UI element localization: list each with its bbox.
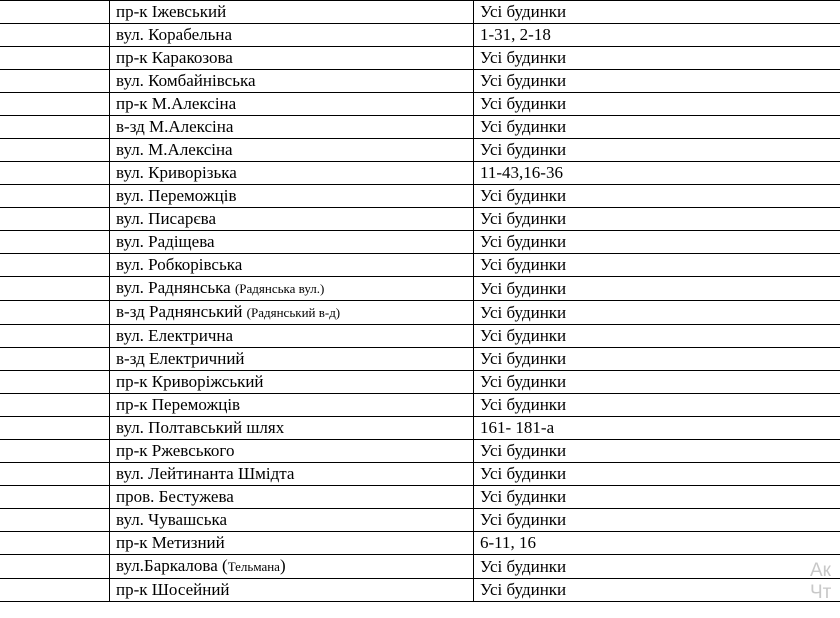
street-name-cell	[110, 116, 474, 139]
houses-value: Усі будинки	[480, 209, 567, 228]
street-name-suffix: )	[279, 556, 286, 575]
houses-cell	[474, 394, 840, 417]
street-name-cell	[110, 301, 474, 325]
row-number-cell	[0, 417, 110, 440]
street-name: вул. Радіщева	[116, 232, 215, 251]
row-number-cell	[0, 208, 110, 231]
row-number-cell	[0, 579, 110, 602]
street-name: вул. Писарєва	[116, 209, 216, 228]
table-row	[0, 24, 840, 47]
houses-cell	[474, 509, 840, 532]
watermark-line-2: Чт	[810, 582, 832, 603]
street-name: вул. Корабельна	[116, 25, 233, 44]
street-name-cell	[110, 463, 474, 486]
street-name-cell	[110, 486, 474, 509]
table-row	[0, 301, 840, 325]
street-name-cell	[110, 394, 474, 417]
row-number-cell	[0, 277, 110, 301]
row-number-cell	[0, 93, 110, 116]
street-name-cell	[110, 231, 474, 254]
street-name-cell	[110, 532, 474, 555]
houses-cell	[474, 162, 840, 185]
street-name: в-зд М.Алексіна	[116, 117, 234, 136]
street-old-name: Тельмана	[227, 559, 280, 574]
houses-cell	[474, 348, 840, 371]
street-old-name: (Радянська вул.)	[234, 281, 325, 296]
houses-cell	[474, 116, 840, 139]
table-row	[0, 139, 840, 162]
houses-cell	[474, 1, 840, 24]
row-number-cell	[0, 47, 110, 70]
row-number-cell	[0, 371, 110, 394]
houses-value: Усі будинки	[480, 349, 567, 368]
houses-cell	[474, 371, 840, 394]
table-row	[0, 348, 840, 371]
table-row	[0, 185, 840, 208]
row-number-cell	[0, 185, 110, 208]
houses-cell	[474, 440, 840, 463]
table-row	[0, 579, 840, 602]
table-row	[0, 509, 840, 532]
houses-value: Усі будинки	[480, 395, 567, 414]
street-name: пр-к Каракозова	[116, 48, 233, 67]
street-name: вул. Комбайнівська	[116, 71, 256, 90]
street-name: вул. Лейтинанта Шмідта	[116, 464, 295, 483]
houses-value: Усі будинки	[480, 2, 567, 21]
street-name-cell	[110, 509, 474, 532]
houses-cell	[474, 70, 840, 93]
street-name-cell	[110, 70, 474, 93]
street-name: пр-к Іжевський	[116, 2, 227, 21]
table-row	[0, 486, 840, 509]
street-name: вул. Раднянська	[116, 278, 235, 297]
table-row	[0, 254, 840, 277]
houses-cell	[474, 463, 840, 486]
houses-value: Усі будинки	[480, 326, 567, 345]
table-row	[0, 417, 840, 440]
houses-value: Усі будинки	[480, 302, 567, 322]
row-number-cell	[0, 301, 110, 325]
table-row	[0, 1, 840, 24]
table-row	[0, 231, 840, 254]
row-number-cell	[0, 555, 110, 579]
street-name-cell	[110, 325, 474, 348]
street-name-cell	[110, 277, 474, 301]
street-name-cell	[110, 47, 474, 70]
houses-value: 11-43,16-36	[480, 163, 563, 182]
houses-cell	[474, 301, 840, 325]
houses-cell	[474, 532, 840, 555]
table-row	[0, 162, 840, 185]
street-name: вул. Полтавський шлях	[116, 418, 285, 437]
houses-value: Усі будинки	[480, 255, 567, 274]
street-name: в-зд Раднянський	[116, 302, 247, 321]
watermark-line-1: Ак	[810, 560, 831, 581]
houses-cell	[474, 24, 840, 47]
houses-value: Усі будинки	[480, 510, 567, 529]
houses-value: Усі будинки	[480, 464, 567, 483]
houses-cell	[474, 231, 840, 254]
houses-cell	[474, 486, 840, 509]
table-row	[0, 70, 840, 93]
streets-table-body	[0, 1, 840, 602]
houses-value: Усі будинки	[480, 186, 567, 205]
street-name: пров. Бестужева	[116, 487, 234, 506]
houses-cell	[474, 208, 840, 231]
street-name: вул.Баркалова (	[116, 556, 228, 575]
houses-value: Усі будинки	[480, 556, 567, 576]
houses-cell	[474, 325, 840, 348]
houses-cell	[474, 47, 840, 70]
row-number-cell	[0, 231, 110, 254]
street-name: пр-к Криворіжський	[116, 372, 264, 391]
houses-value: 6-11, 16	[480, 533, 537, 552]
table-row	[0, 208, 840, 231]
table-row	[0, 440, 840, 463]
street-name-cell	[110, 93, 474, 116]
street-name-cell	[110, 555, 474, 579]
street-old-name: (Радянський в-д)	[246, 305, 341, 320]
street-name: вул. Електрична	[116, 326, 234, 345]
houses-cell	[474, 139, 840, 162]
street-name: вул. М.Алексіна	[116, 140, 233, 159]
street-name: в-зд Електричний	[116, 349, 245, 368]
row-number-cell	[0, 509, 110, 532]
street-name-cell	[110, 348, 474, 371]
street-name-cell	[110, 139, 474, 162]
table-row	[0, 277, 840, 301]
table-row	[0, 371, 840, 394]
houses-value: Усі будинки	[480, 117, 567, 136]
houses-cell	[474, 579, 840, 602]
houses-value: Усі будинки	[480, 232, 567, 251]
row-number-cell	[0, 532, 110, 555]
row-number-cell	[0, 440, 110, 463]
row-number-cell	[0, 486, 110, 509]
street-name-cell	[110, 440, 474, 463]
street-name: пр-к Переможців	[116, 395, 241, 414]
houses-value: Усі будинки	[480, 278, 567, 298]
street-name-cell	[110, 185, 474, 208]
street-name-cell	[110, 579, 474, 602]
street-name-cell	[110, 254, 474, 277]
table-row	[0, 394, 840, 417]
houses-value: 161- 181-а	[480, 418, 555, 437]
street-name-cell	[110, 162, 474, 185]
row-number-cell	[0, 254, 110, 277]
houses-value: Усі будинки	[480, 71, 567, 90]
table-row	[0, 93, 840, 116]
street-name: вул. Переможців	[116, 186, 237, 205]
row-number-cell	[0, 139, 110, 162]
table-row	[0, 555, 840, 579]
street-name: пр-к Метизний	[116, 533, 225, 552]
row-number-cell	[0, 463, 110, 486]
street-name-cell	[110, 1, 474, 24]
street-name: пр-к М.Алексіна	[116, 94, 237, 113]
table-row	[0, 463, 840, 486]
street-name-cell	[110, 208, 474, 231]
houses-value: Усі будинки	[480, 140, 567, 159]
row-number-cell	[0, 325, 110, 348]
street-name: вул. Криворізька	[116, 163, 237, 182]
street-name: вул. Чувашська	[116, 510, 228, 529]
row-number-cell	[0, 162, 110, 185]
houses-cell	[474, 93, 840, 116]
houses-value: Усі будинки	[480, 94, 567, 113]
houses-value: Усі будинки	[480, 441, 567, 460]
row-number-cell	[0, 348, 110, 371]
houses-value: Усі будинки	[480, 580, 567, 599]
table-row	[0, 325, 840, 348]
houses-value: Усі будинки	[480, 487, 567, 506]
row-number-cell	[0, 70, 110, 93]
houses-cell	[474, 277, 840, 301]
houses-cell	[474, 185, 840, 208]
houses-cell	[474, 555, 840, 579]
houses-cell	[474, 417, 840, 440]
street-name-cell	[110, 24, 474, 47]
houses-value: 1-31, 2-18	[480, 25, 551, 44]
row-number-cell	[0, 116, 110, 139]
street-name-cell	[110, 371, 474, 394]
houses-cell	[474, 254, 840, 277]
row-number-cell	[0, 24, 110, 47]
houses-value: Усі будинки	[480, 372, 567, 391]
activation-watermark	[800, 560, 840, 604]
row-number-cell	[0, 394, 110, 417]
street-name-cell	[110, 417, 474, 440]
street-name: вул. Робкорівська	[116, 255, 243, 274]
table-row	[0, 116, 840, 139]
table-row	[0, 47, 840, 70]
table-row	[0, 532, 840, 555]
row-number-cell	[0, 1, 110, 24]
street-name: пр-к Ржевського	[116, 441, 235, 460]
houses-value: Усі будинки	[480, 48, 567, 67]
street-name: пр-к Шосейний	[116, 580, 230, 599]
